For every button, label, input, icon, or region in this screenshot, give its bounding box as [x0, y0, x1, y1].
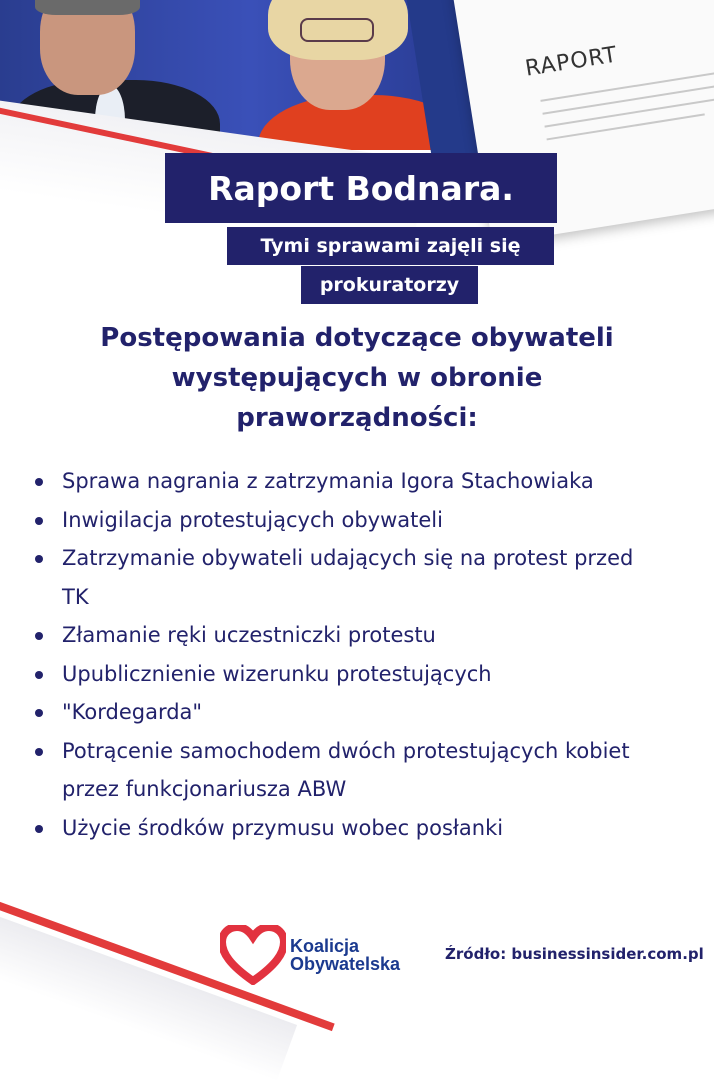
man-hair [35, 0, 140, 15]
page-title: Raport Bodnara. [165, 153, 557, 223]
glasses [300, 18, 374, 42]
list-item: Zatrzymanie obywateli udających się na protest przed TK [32, 539, 692, 616]
logo-text [290, 937, 400, 973]
heading-line1: Postępowania dotyczące obywateli [100, 323, 614, 353]
subtitle-line1: Tymi sprawami zajęli się [227, 227, 554, 265]
logo-line1: Koalicja [290, 936, 360, 956]
cases-list [32, 462, 692, 847]
list-item: "Kordegarda" [32, 693, 692, 732]
heart-logo-icon [220, 925, 286, 985]
heading-line2: występujących w obronie [171, 363, 543, 393]
list-item: Sprawa nagrania z zatrzymania Igora Stachowiaka [32, 462, 692, 501]
section-heading [40, 318, 674, 438]
list-item: Inwigilacja protestujących obywateli [32, 501, 692, 540]
heading-line3: praworządności: [236, 403, 478, 433]
document-heading: RAPORT [523, 42, 620, 82]
list-item: Upublicznienie wizerunku protestujących [32, 655, 692, 694]
list-item: Złamanie ręki uczestniczki protestu [32, 616, 692, 655]
list-item: Potrącenie samochodem dwóch protestujących kobiet przez funkcjonariusza ABW [32, 732, 692, 809]
logo-line2: Obywatelska [290, 954, 401, 974]
source-text: Źródło: businessinsider.com.pl [445, 945, 704, 963]
subtitle-line2: prokuratorzy [301, 266, 478, 304]
list-item: Użycie środków przymusu wobec posłanki [32, 809, 692, 848]
